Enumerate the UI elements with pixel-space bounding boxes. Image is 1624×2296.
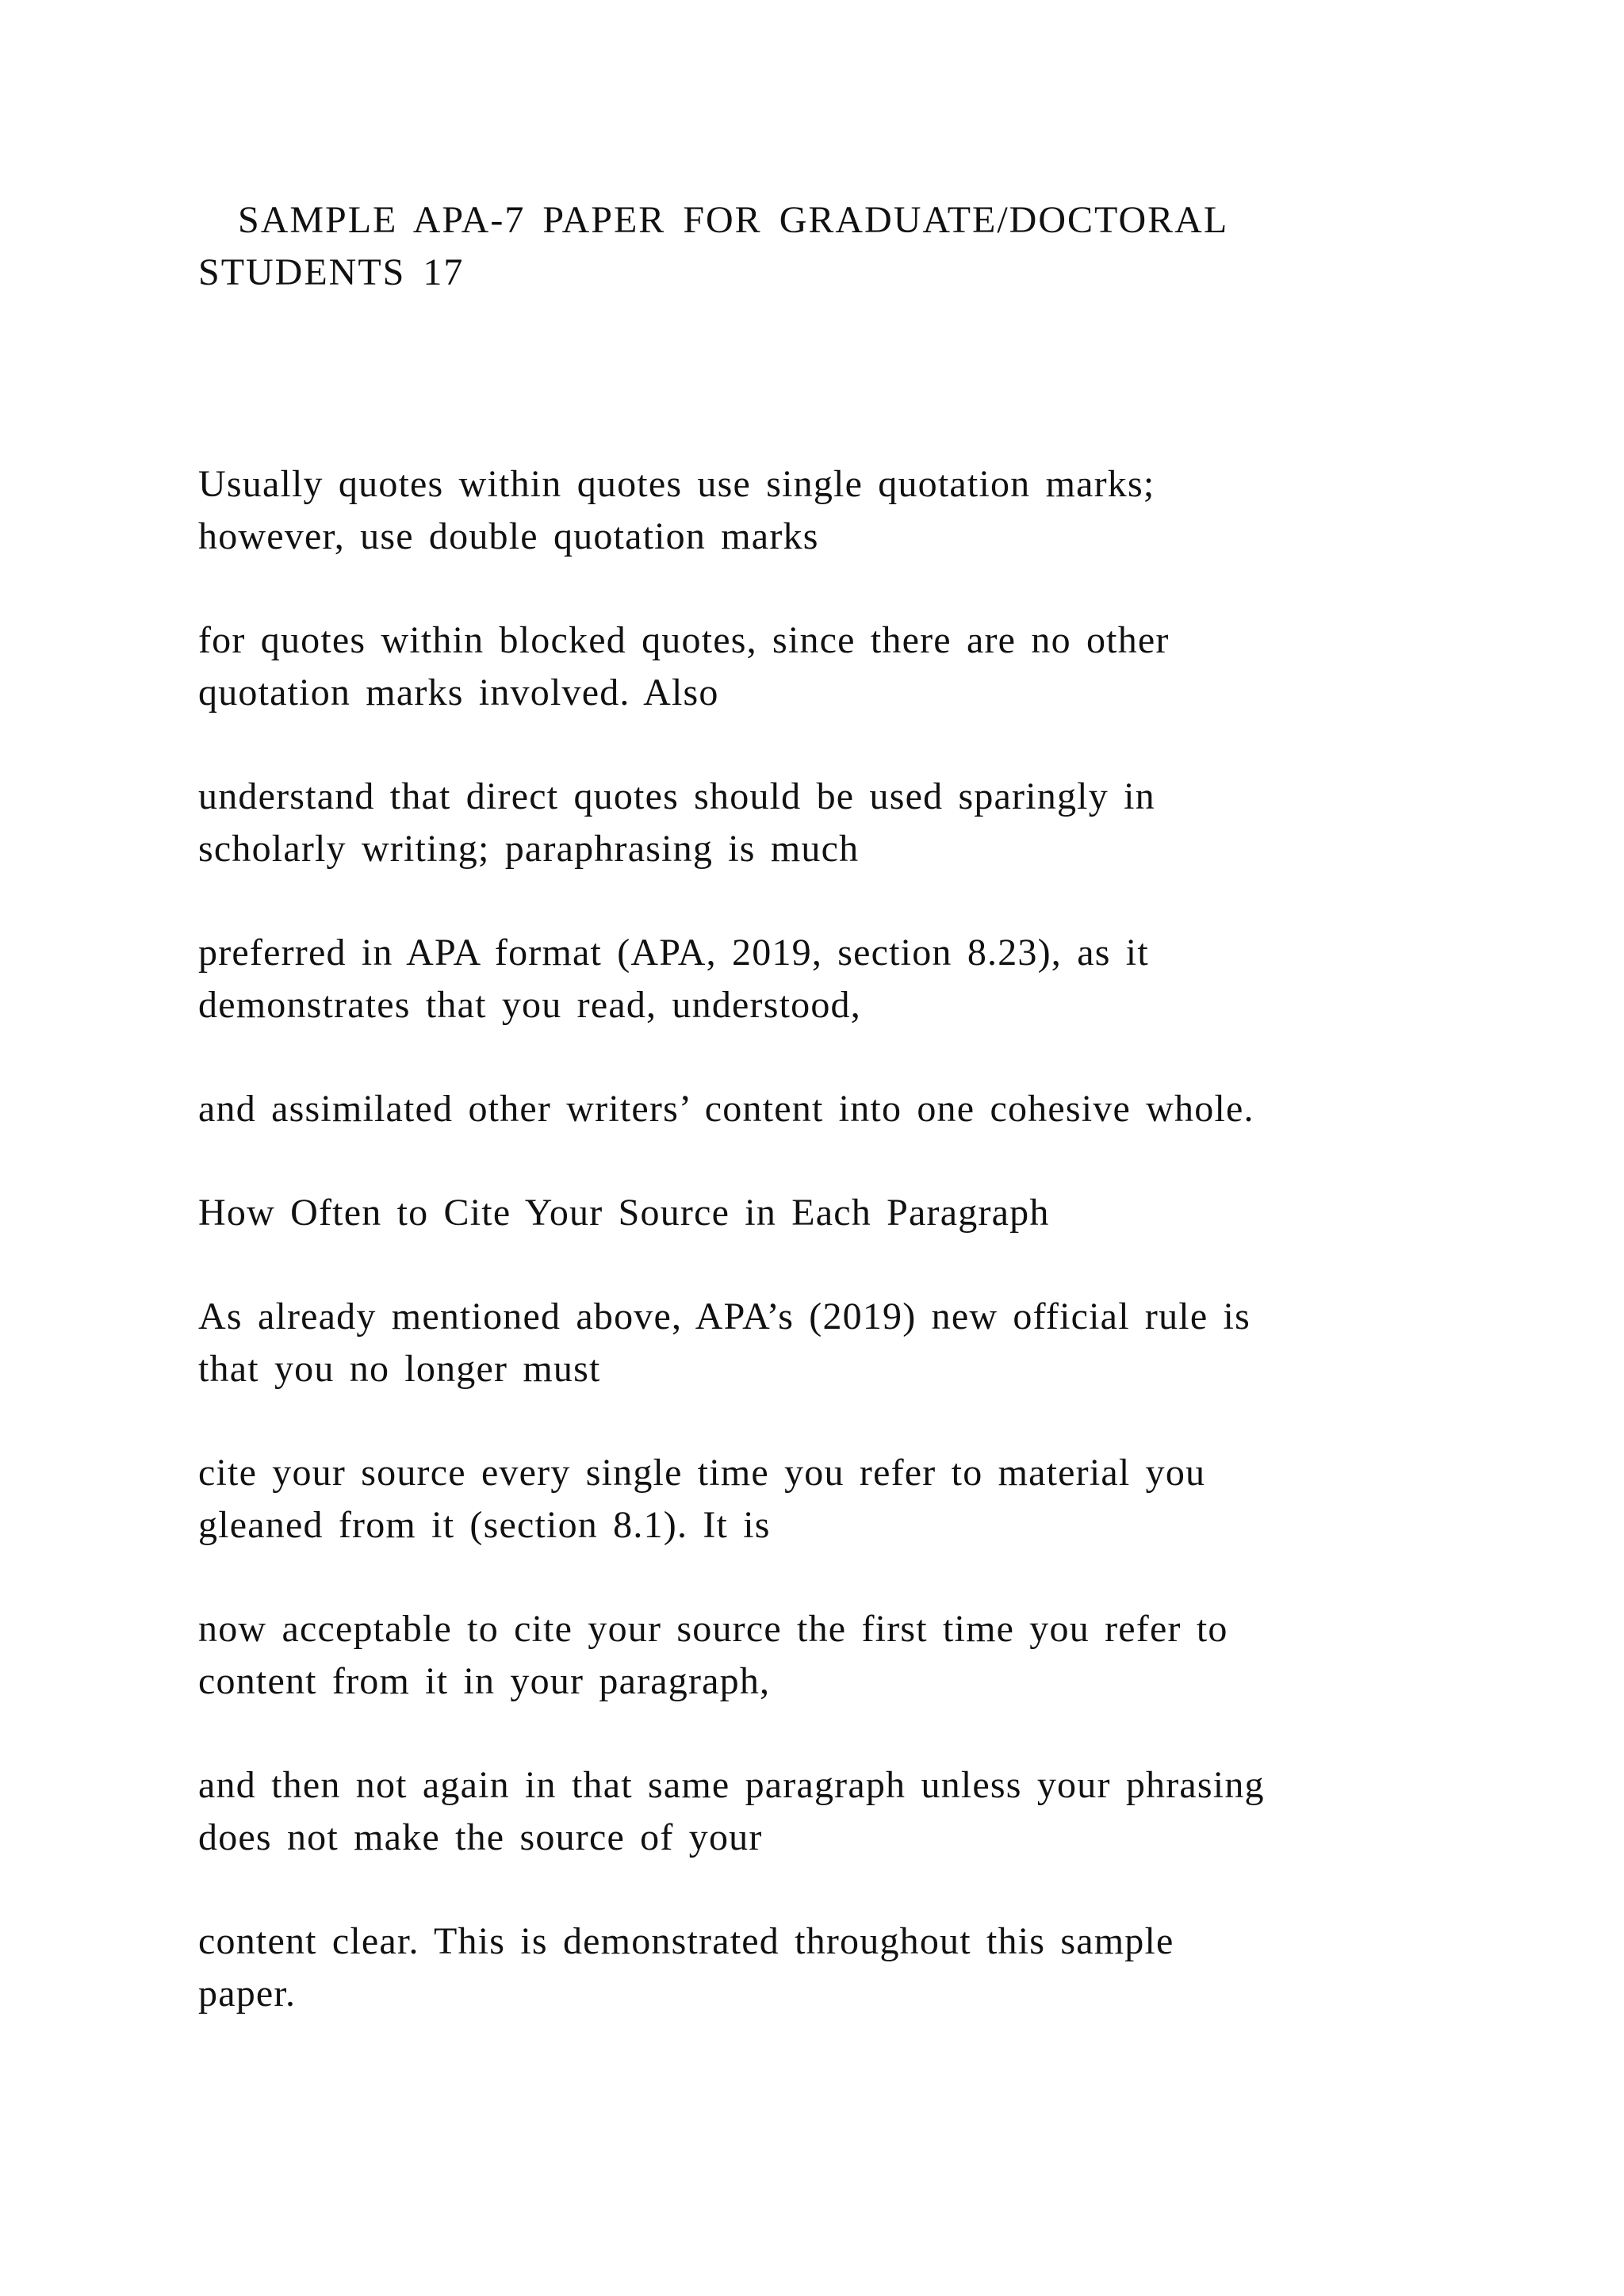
paragraph-line: that you no longer must: [198, 1348, 601, 1390]
paragraph: [198, 1603, 1507, 1708]
paragraph-line: demonstrates that you read, understood,: [198, 984, 861, 1026]
running-head-line-1: SAMPLE APA-7 PAPER FOR GRADUATE/DOCTORAL: [238, 199, 1229, 241]
paragraph-line: and then not again in that same paragraph unless your phrasing: [198, 1764, 1265, 1806]
paragraph-line: gleaned from it (section 8.1). It is: [198, 1504, 771, 1546]
paragraph-line: quotation marks involved. Also: [198, 672, 719, 714]
paragraph: [198, 927, 1507, 1031]
paragraph: [198, 1447, 1507, 1552]
paragraph-line: content from it in your paragraph,: [198, 1660, 771, 1702]
paragraph-line: Usually quotes within quotes use single quotation marks;: [198, 463, 1155, 505]
running-head: [198, 194, 1507, 299]
paragraph-line: content clear. This is demonstrated throughout this sample: [198, 1920, 1174, 1962]
paragraph-line: for quotes within blocked quotes, since there are no other: [198, 619, 1170, 661]
paragraph-line: As already mentioned above, APA’s (2019) new official rule is: [198, 1295, 1251, 1337]
paragraph: [198, 614, 1507, 719]
paragraph-line: however, use double quotation marks: [198, 515, 819, 557]
paragraph-line: and assimilated other writers’ content into one cohesive whole.: [198, 1088, 1254, 1130]
paragraph: [198, 458, 1507, 563]
paragraph-line: cite your source every single time you refer to material you: [198, 1452, 1206, 1494]
paragraph-line: does not make the source of your: [198, 1816, 763, 1858]
paragraph: [198, 1291, 1507, 1395]
paragraph: [198, 1083, 1507, 1135]
paragraph-line: understand that direct quotes should be used sparingly in: [198, 775, 1155, 817]
paragraph-line: scholarly writing; paraphrasing is much: [198, 828, 860, 870]
paragraph: [198, 1915, 1507, 2020]
paragraph: [198, 771, 1507, 875]
section-heading: [198, 1187, 1507, 1239]
body-text: [198, 458, 1507, 2072]
paragraph: [198, 1759, 1507, 1864]
section-heading-text: How Often to Cite Your Source in Each Paragraph: [198, 1192, 1050, 1234]
paragraph-line: preferred in APA format (APA, 2019, section 8.23), as it: [198, 932, 1149, 974]
paragraph-line: now acceptable to cite your source the first time you refer to: [198, 1608, 1228, 1650]
running-head-line-2: STUDENTS 17: [198, 251, 465, 293]
paragraph-line: paper.: [198, 1973, 297, 2015]
